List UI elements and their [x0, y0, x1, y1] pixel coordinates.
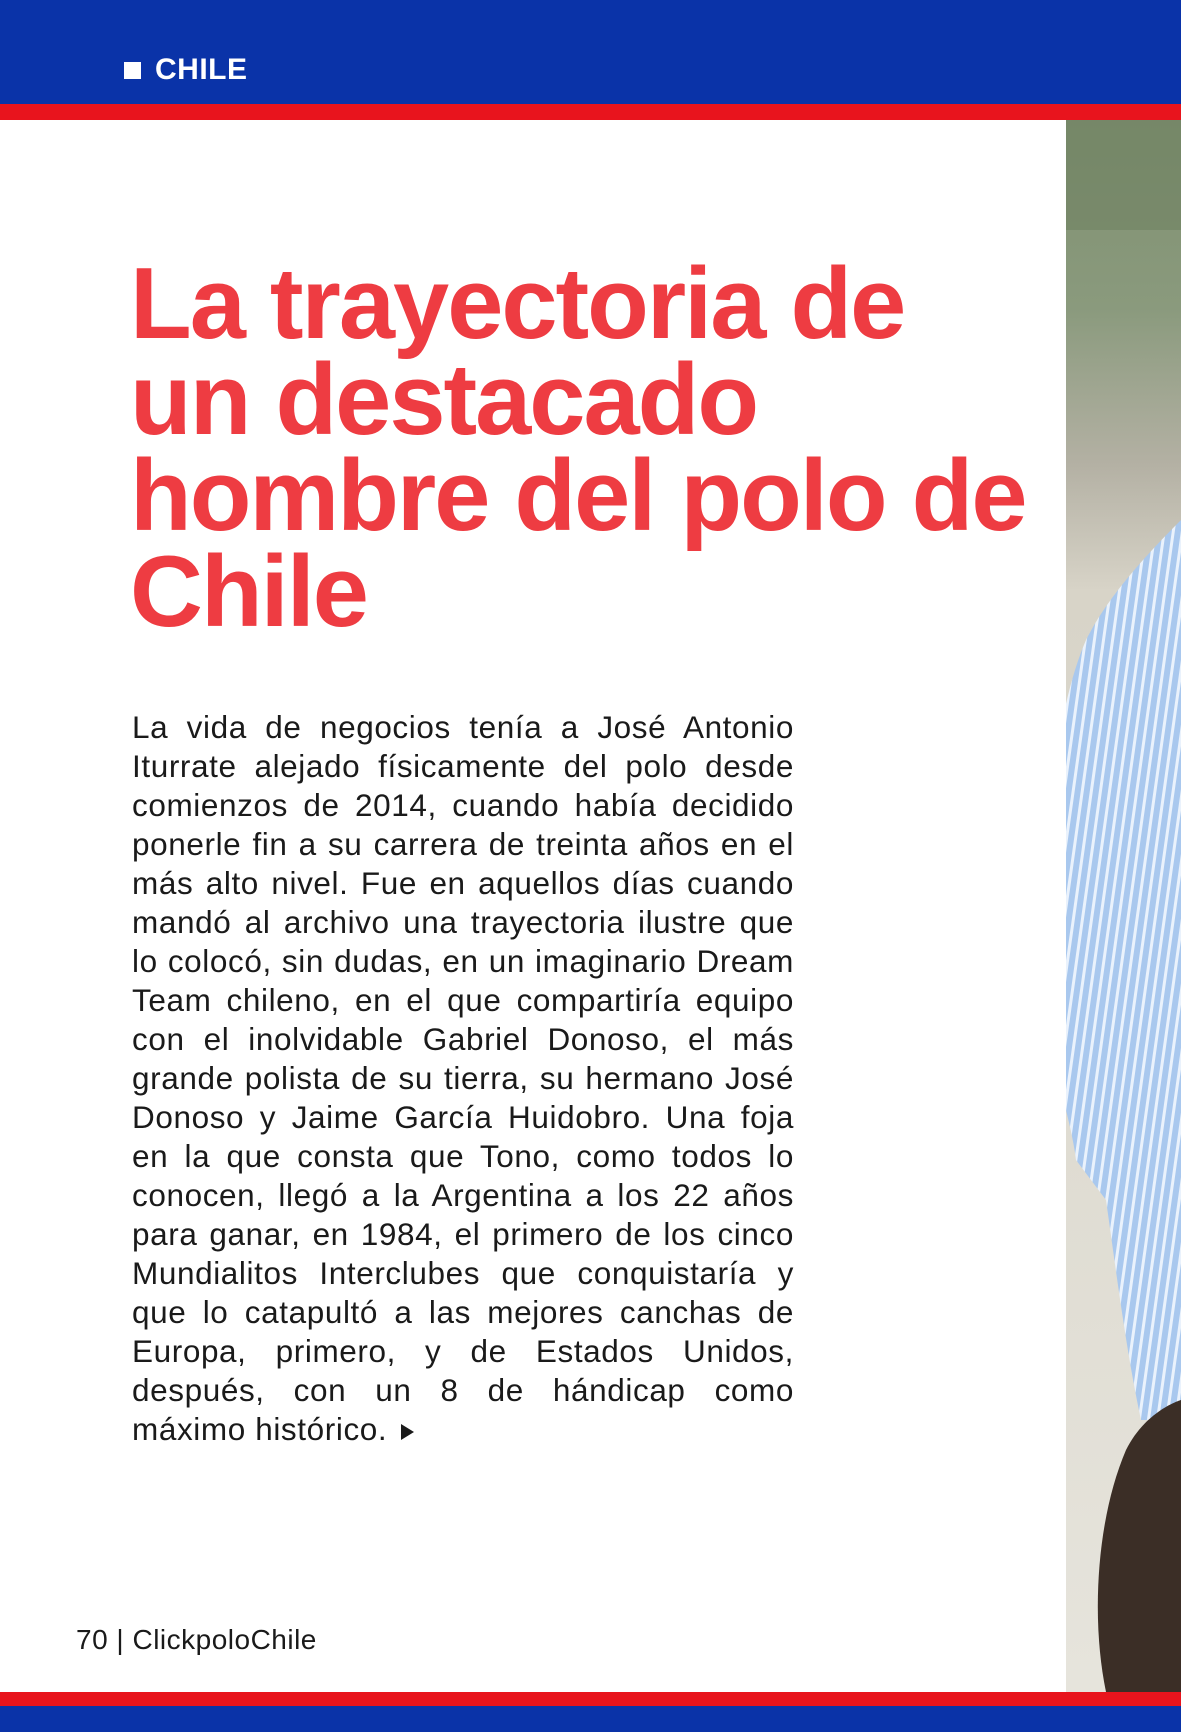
- article-body-text: La vida de negocios tenía a José Antonio Iturrate alejado físicamente del polo desde comienzos de 2014, cuando había decidido ponerle fin a su carrera de treinta años en el más alto nivel. Fue en aquellos días cuando mandó al archivo una trayectoria ilustre que lo colocó, sin dudas, en un imaginario Dream Team chileno, en el que compartiría equipo con el inolvidable Gabriel Donoso, el más grande polista de su tierra, su hermano José Donoso y Jaime García Huidobro. Una foja en la que consta que Tono, como todos lo conocen, llegó a la Argentina a los 22 años para ganar, en 1984, el primero de los cinco Mundialitos Interclubes que conquistaría y que lo catapultó a las mejores canchas de Europa, primero, y de Estados Unidos, después, con un 8 de hándicap como máximo histórico.: [132, 709, 794, 1447]
- footer-band: [0, 1706, 1181, 1732]
- article-title: La trayectoria de un destacado hombre del polo de Chile: [130, 248, 1026, 648]
- section-label: [124, 50, 248, 90]
- play-arrow-icon: [401, 1424, 414, 1440]
- page-footer: 70 | ClickpoloChile: [76, 1624, 317, 1655]
- footer-stripe: [0, 1692, 1181, 1706]
- article-body: [132, 708, 794, 1449]
- square-bullet-icon: [124, 62, 141, 79]
- portrait-photo: [1066, 120, 1181, 1692]
- section-name: CHILE: [155, 53, 248, 86]
- header-stripe: [0, 104, 1181, 120]
